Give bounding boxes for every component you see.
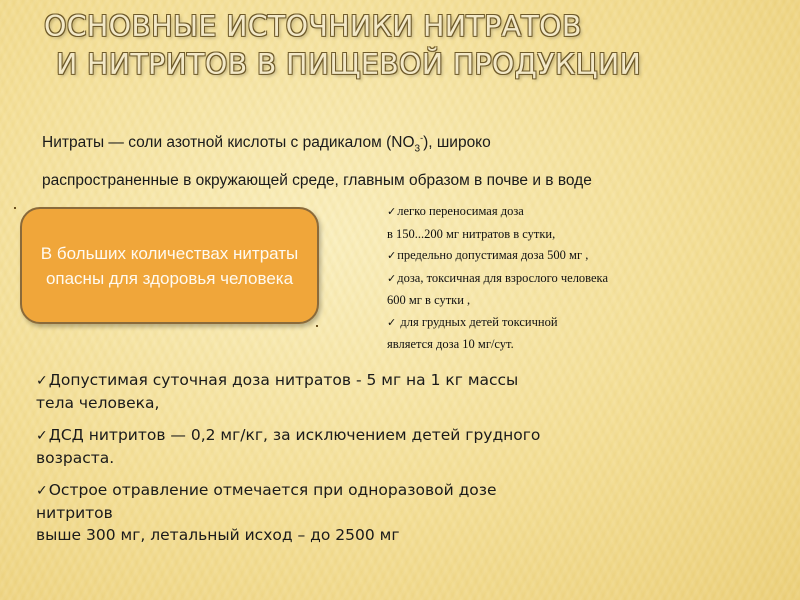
slide-title-line1: ОСНОВНЫЕ ИСТОЧНИКИ НИТРАТОВ [44,10,582,43]
intro-superscript: - [420,133,424,143]
intro-paragraph [42,122,782,197]
check-icon: ✓ [387,206,397,218]
list-item: ✓легко переносимая доза [387,204,524,218]
intro-line2: распространенные в окружающей среде, главным образом в почве и в воде [42,172,592,190]
check-icon: ✓ [387,272,397,285]
intro-text-before: Нитраты — соли азотной кислоты с радикалом (NO [42,134,415,152]
list-item: является доза 10 мг/сут. [387,337,514,351]
callout-text: В больших количествах нитраты опасны для здоровья человека [40,243,299,288]
list-item: ✓ для грудных детей токсичной [387,314,558,329]
list-item: ✓ДСД нитритов — 0,2 мг/кг, за исключением детей грудного возраста. [36,426,541,467]
list-item: ✓Допустимая суточная доза нитратов - 5 мг на 1 кг массы тела человека, [36,371,519,412]
decor-dot [14,207,16,209]
list-item: в 150...200 мг нитратов в сутки, [387,226,556,241]
slide-title [44,8,784,84]
check-icon: ✓ [387,316,397,329]
slide-title-line2: И НИТРИТОВ В ПИЩЕВОЙ ПРОДУКЦИИ [56,48,642,81]
intro-subscript: 3 [414,143,421,155]
check-icon: ✓ [36,373,48,389]
check-icon: ✓ [387,250,397,262]
check-icon: ✓ [36,483,48,499]
decor-dot [316,325,318,327]
list-item: ✓Острое отравление отмечается при одноразовой дозе нитритов выше 300 мг, летальный исход – до 2500 мг [36,481,497,544]
callout-box [20,207,319,324]
main-list [36,369,756,556]
dose-list [387,201,787,356]
list-item: ✓предельно допустимая доза 500 мг , [387,248,589,262]
intro-text-after: ), широко [423,134,491,152]
check-icon: ✓ [36,428,48,444]
list-item: ✓доза, токсичная для взрослого человека [387,270,608,285]
list-item: 600 мг в сутки , [387,293,471,307]
